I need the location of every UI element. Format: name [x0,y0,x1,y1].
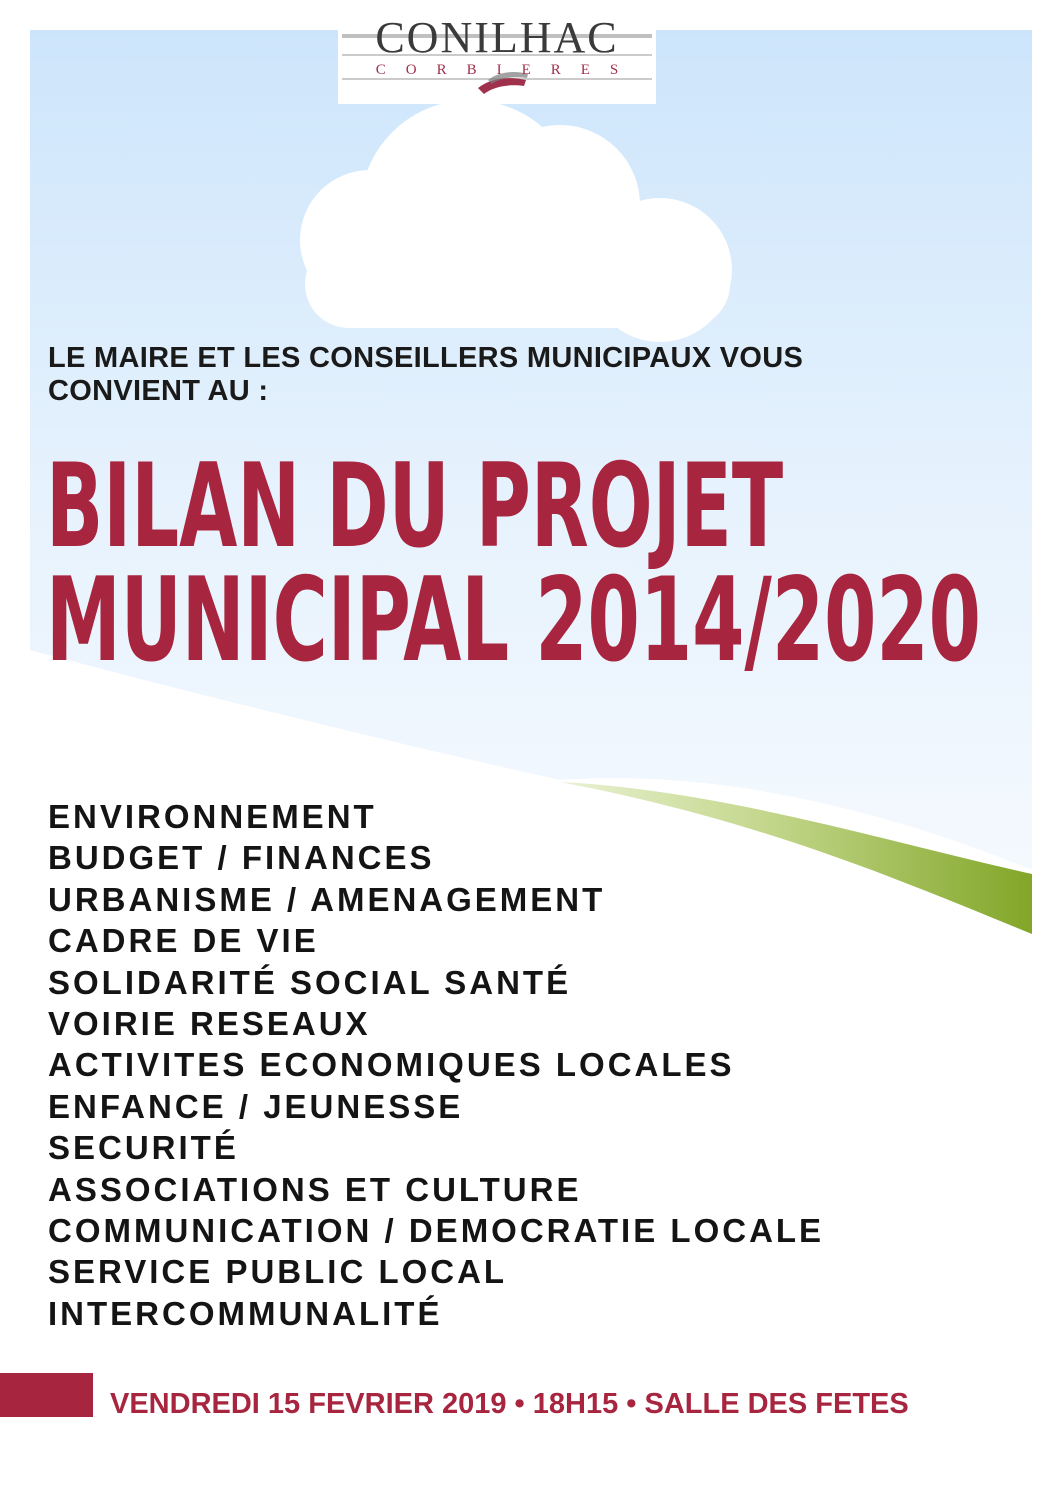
list-item: SECURITÉ [48,1129,239,1167]
conilhac-logo [338,8,656,104]
list-item: CADRE DE VIE [48,922,319,960]
title-line-2: MUNICIPAL 2014/2020 [46,553,981,688]
list-item: SOLIDARITÉ SOCIAL SANTÉ [48,963,572,1001]
list-item: COMMUNICATION / DEMOCRATIE LOCALE [48,1212,825,1250]
intro-text: LE MAIRE ET LES CONSEILLERS MUNICIPAUX VOUS CONVIENT AU : [48,342,804,407]
main-title [46,439,981,688]
list-item: INTERCOMMUNALITÉ [48,1294,443,1332]
list-item: BUDGET / FINANCES [48,839,435,877]
logo-name: CONILHAC [375,13,619,62]
footer-accent-bar [0,1373,93,1417]
list-item: ACTIVITES ECONOMIQUES LOCALES [48,1046,735,1084]
list-item: ENFANCE / JEUNESSE [48,1087,464,1125]
topics-list [48,796,824,1334]
event-details: VENDREDI 15 FEVRIER 2019 • 18H15 • SALLE DES FETES [110,1388,909,1420]
list-item: VOIRIE RESEAUX [48,1005,371,1043]
list-item: SERVICE PUBLIC LOCAL [48,1253,508,1291]
logo-subtitle: CORBIERES [375,62,639,78]
title-line-1: BILAN DU PROJET [46,439,784,574]
list-item: URBANISME / AMENAGEMENT [48,880,606,918]
list-item: ENVIRONNEMENT [48,798,377,835]
list-item: ASSOCIATIONS ET CULTURE [48,1170,582,1208]
